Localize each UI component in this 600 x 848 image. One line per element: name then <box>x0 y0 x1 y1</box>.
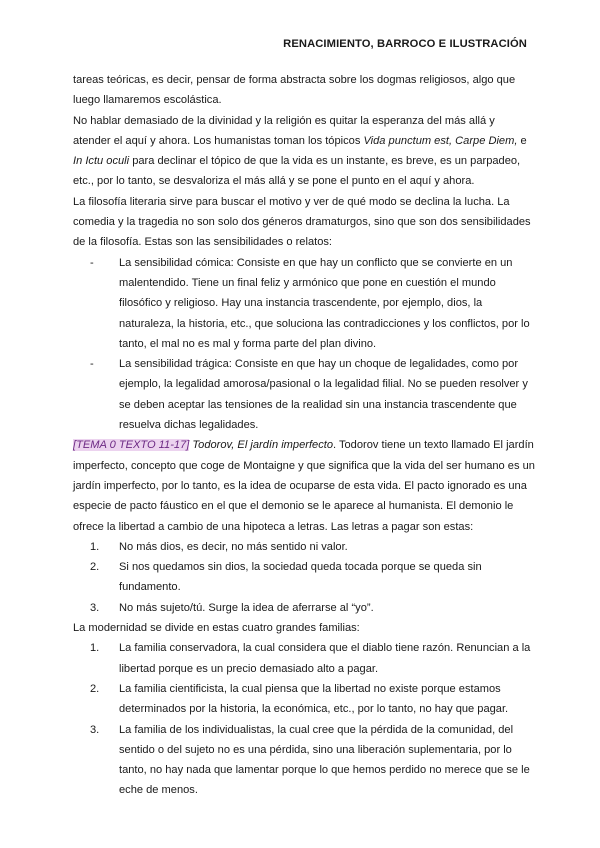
list-number: 3. <box>90 723 100 736</box>
page-content <box>73 70 535 801</box>
paragraph-humanistas-text-a: No hablar demasiado de la divinidad y la religión es quitar la esperanza del más allá y atender el aquí y ahora. Los humanistas toman los tópicos <box>73 114 495 147</box>
paragraph-modernidad: La modernidad se divide en estas cuatro grandes familias: <box>73 622 360 635</box>
paragraph-escolastica: tareas teóricas, es decir, pensar de forma abstracta sobre los dogmas religiosos, algo que luego llamaremos escolástica. <box>73 74 516 107</box>
dash-bullet: - <box>90 256 94 269</box>
sensibilidades-list <box>73 253 535 436</box>
list-number: 2. <box>90 561 100 574</box>
list-item <box>73 720 535 801</box>
list-item-text: La sensibilidad cómica: Consiste en que hay un conflicto que se convierte en un malentendido. Tiene un final feliz y armónico que pone en cuestión el mundo filosófico y religioso. Hay una instancia trascendente, por ejemplo, dios, la naturaleza, la historia, etc., que soluciona las contradicciones y los conflictos, por lo tanto, el mal no es mal y forma parte del plan divino. <box>119 256 530 350</box>
list-item-text: La familia cientificista, la cual piensa que la libertad no existe porque estamos determinados por la historia, la económica, etc., por lo tanto, no hay que pagar. <box>119 682 509 716</box>
list-item <box>73 598 535 618</box>
paragraph-filosofia-literaria: La filosofía literaria sirve para buscar el motivo y ver de qué modo se declina la lucha. La comedia y la tragedia no son solo dos géneros dramaturgos, sino que son dos sensibilidades de la filosofía. Estas son las sensibilidades o relatos: <box>73 195 531 249</box>
list-item-text: No más sujeto/tú. Surge la idea de aferrarse al “yo”. <box>119 601 374 614</box>
familias-list <box>73 638 535 800</box>
list-item <box>73 638 535 679</box>
list-number: 1. <box>90 540 100 553</box>
highlighted-tema-tag: [TEMA 0 TEXTO 11-17] <box>73 439 190 452</box>
list-item <box>73 557 535 598</box>
todorov-work-title: Todorov, El jardín imperfecto <box>189 439 333 452</box>
topicos-latinos: Vida punctum est, Carpe Diem, <box>363 134 518 147</box>
paragraph-humanistas-text-c: para declinar el tópico de que la vida es un instante, es breve, es un parpadeo, etc., por lo tanto, se desvaloriza el más allá y se pone el punto en el aquí y ahora. <box>73 155 521 188</box>
list-item-text: Si nos quedamos sin dios, la sociedad queda tocada porque se queda sin fundamento. <box>119 561 482 594</box>
list-number: 2. <box>90 682 100 695</box>
list-item <box>73 679 535 720</box>
list-item-text: No más dios, es decir, no más sentido ni valor. <box>119 540 348 553</box>
paragraph-humanistas-text-b: e <box>517 134 527 147</box>
list-item-text: La sensibilidad trágica: Consiste en que hay un choque de legalidades, como por ejemplo, la legalidad amorosa/pasional o la legalidad filial. No se pueden resolver y se deben aceptar las tensiones de la realidad sin una instancia trascendente que resuelva dichas legalidades. <box>119 358 528 432</box>
paragraph-todorov-text: . Todorov tiene un texto llamado El jardín imperfecto, concepto que coge de Montaigne y que significa que la vida del ser humano es un jardín imperfecto, por lo tanto, es la idea de ocuparse de esta vida. El pacto ignorado es una especie de pacto fáustico en el que el demonio se le aparece al humanista. El demonio le ofrece la libertad a cambio de una hipoteca a letras. Las letras a pagar son estas: <box>73 439 535 533</box>
topico-in-ictu-oculi: In Ictu oculi <box>73 155 130 168</box>
letras-list <box>73 537 535 618</box>
dash-bullet: - <box>90 358 94 371</box>
paragraph-todorov <box>73 435 535 536</box>
list-number: 3. <box>90 601 100 614</box>
list-item-tragica <box>73 354 535 435</box>
list-item-text: La familia conservadora, la cual considera que el diablo tiene razón. Renuncian a la libertad porque es un precio demasiado alto a pagar. <box>119 642 531 675</box>
list-item-text: La familia de los individualistas, la cual cree que la pérdida de la comunidad, del sentido o del sujeto no es una pérdida, sino una liberación suplementaria, por lo tanto, no hay nada que lamentar porque lo que hemos perdido no merece que se le eche de menos. <box>119 723 530 797</box>
list-number: 1. <box>90 642 100 655</box>
paragraph-humanistas <box>73 111 535 192</box>
list-item <box>73 537 535 557</box>
list-item-comica <box>73 253 535 354</box>
page-header: RENACIMIENTO, BARROCO E ILUSTRACIÓN <box>283 38 527 50</box>
